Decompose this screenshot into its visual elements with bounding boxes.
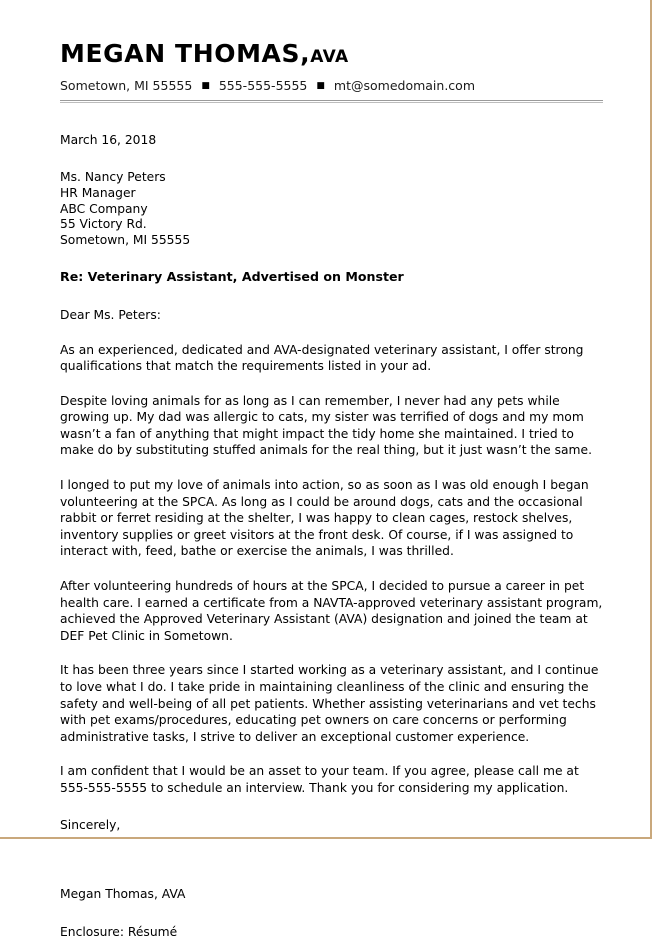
letter-body <box>60 132 603 940</box>
recipient-line: 55 Victory Rd. <box>60 217 147 232</box>
enclosure-line: Enclosure: Résumé <box>60 924 178 939</box>
letter-date: March 16, 2018 <box>60 132 157 147</box>
letterhead-credential: AVA <box>310 47 349 67</box>
salutation: Dear Ms. Peters: <box>60 307 161 322</box>
body-paragraph: As an experienced, dedicated and AVA-designated veterinary assistant, I offer strong qualifications that match the requirements listed in your ad. <box>60 342 584 374</box>
separator-square-icon: ■ <box>316 80 325 91</box>
body-paragraph: Despite loving animals for as long as I can remember, I never had any pets while growing up. My dad was allergic to cats, my sister was terrified of dogs and my mom wasn’t a fan of anything that might impact the tidy home she maintained. I tried to make do by substituting stuffed animals for the real thing, but it just wasn’t the same. <box>60 393 592 458</box>
body-paragraph: I longed to put my love of animals into action, so as soon as I was old enough I began volunteering at the SPCA. As long as I could be around dogs, cats and the occasional rabbit or ferret residing at the shelter, I was happy to clean cages, restock shelves, inventory supplies or greet visitors at the front desk. Of course, if I was assigned to interact with, feed, bathe or exercise the animals, I was thrilled. <box>60 478 589 559</box>
page-right-accent-rule <box>650 0 652 838</box>
body-paragraph: After volunteering hundreds of hours at the SPCA, I decided to pursue a career in pet health care. I earned a certificate from a NAVTA-approved veterinary assistant program, achieved the Approved Veterinary Assistant (AVA) designation and joined the team at DEF Pet Clinic in Sometown. <box>60 579 603 643</box>
recipient-line: ABC Company <box>60 201 148 216</box>
letterhead-contact-line <box>60 78 603 93</box>
letterhead-name-line <box>60 40 603 69</box>
recipient-address-block <box>60 170 603 248</box>
recipient-line: Ms. Nancy Peters <box>60 170 166 185</box>
separator-square-icon: ■ <box>201 80 210 91</box>
letterhead-divider <box>60 100 603 103</box>
recipient-line: Sometown, MI 55555 <box>60 232 191 247</box>
letter-content <box>60 0 603 940</box>
letterhead <box>60 0 603 103</box>
closing-salutation: Sincerely, <box>60 817 121 832</box>
contact-phone: 555-555-5555 <box>218 77 308 93</box>
page-title: MEGAN THOMAS, <box>60 39 311 68</box>
recipient-line: HR Manager <box>60 185 136 200</box>
subject-line: Re: Veterinary Assistant, Advertised on Monster <box>60 269 404 285</box>
signature-name: Megan Thomas, AVA <box>60 887 186 902</box>
contact-location: Sometown, MI 55555 <box>60 77 193 93</box>
body-paragraph: I am confident that I would be an asset to your team. If you agree, please call me at 555-555-5555 to schedule an interview. Thank you for considering my application. <box>60 764 579 795</box>
body-paragraph: It has been three years since I started working as a veterinary assistant, and I continue to love what I do. I take pride in maintaining cleanliness of the clinic and ensuring the safety and well-being of all pet patients. Whether assisting veterinarians and vet techs with pet exams/procedures, educating pet owners on care concerns or performing administrative tasks, I strive to deliver an exceptional customer experience. <box>60 663 599 744</box>
contact-email: mt@somedomain.com <box>333 77 475 93</box>
